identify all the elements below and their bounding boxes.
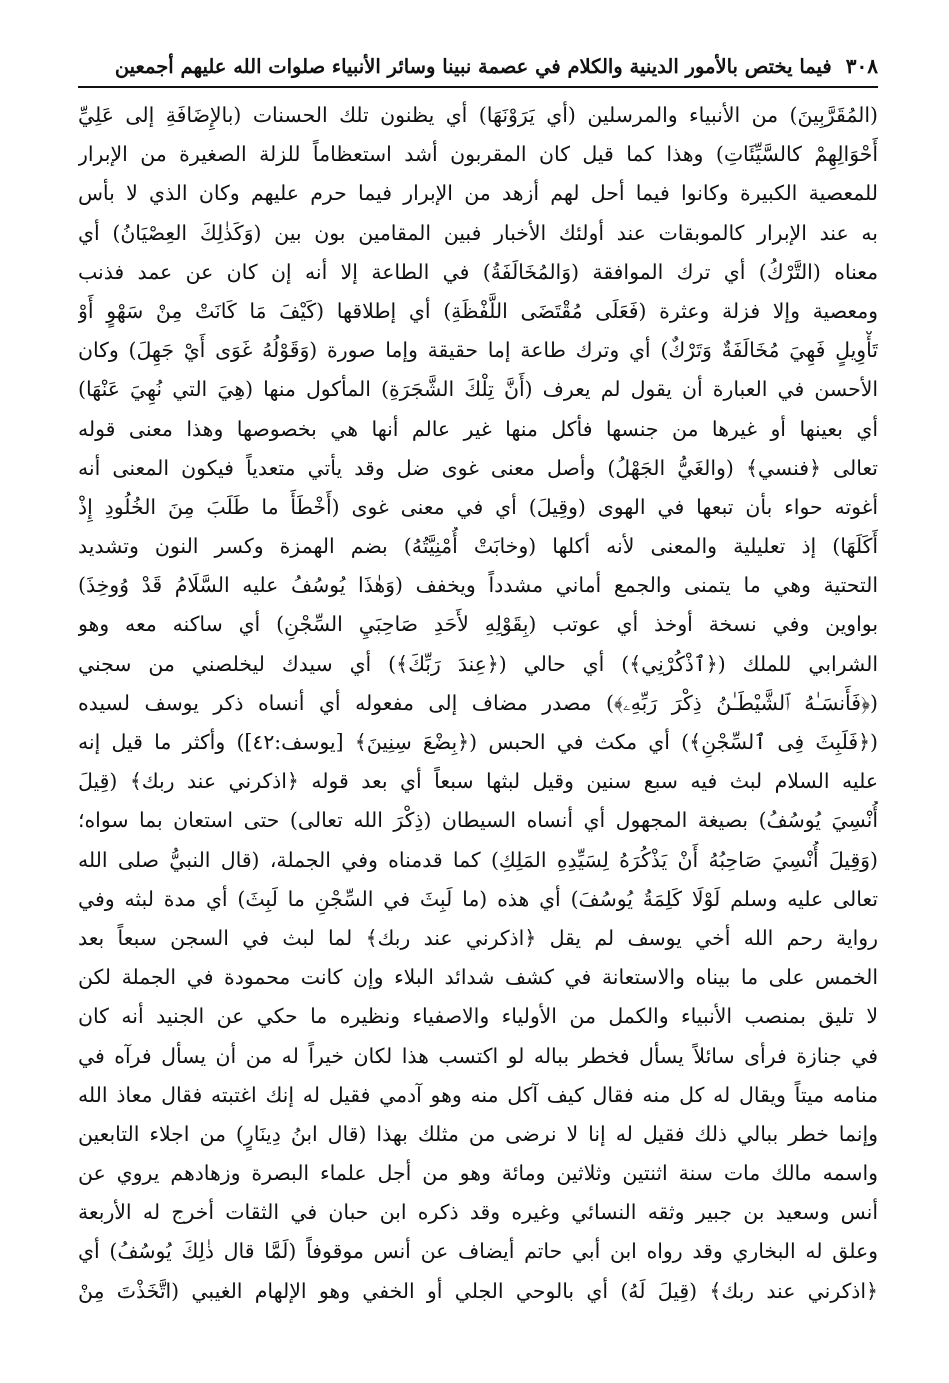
text-line: في جنازة فرأى سائلاً يسأل فخطر بباله لو اكتسب هذا لكان خيراً له من أن يسأل فرآه في bbox=[78, 1043, 878, 1068]
text-line: أَكَلَهَا) إذ تعليلية والمعنى لأنه أكلها (وخابَتْ أُمْنِيَّتُهُ) بضم الهمزة وكسر النون وتشديد bbox=[78, 534, 878, 559]
text-line: منامه ميتاً ويقال له كل منه فقال كيف آكل منه وهو آدمي فقيل له إنك اغتبته فقال معاذ الله bbox=[78, 1082, 878, 1107]
text-line: عليه السلام لبث فيه سبع سنين وقيل لبثها سبعاً أي بعد قوله ﴿اذكرني عند ربك﴾ (قِيلَ bbox=[78, 769, 878, 794]
text-line: تعالى ﴿فنسي﴾ (والغَيُّ الجَهْلُ) وأصل معنى غوى ضل وقد يأتي متعدياً فيكون المعنى أنه bbox=[78, 455, 878, 480]
text-line: أُنْسِيَ يُوسُفُ) بصيغة المجهول أي أنساه السيطان (ذِكْرَ الله تعالى) حتى استعان بما سواه؛ bbox=[78, 808, 878, 833]
header-divider bbox=[78, 86, 878, 88]
text-line: ومعصية وإلا فزلة وعثرة (فَعَلَى مُقْتَضَى اللَّفْظَةِ) أي إطلاقها (كَيْفَ مَا كَانَتْ مِنْ سَهْوٍ أَوْ bbox=[78, 298, 878, 323]
page-number: ٣٠٨ bbox=[845, 54, 878, 78]
text-line: رواية رحم الله أخي يوسف لم يقل ﴿اذكرني عند ربك﴾ لما لبث في السجن سبعاً بعد bbox=[78, 925, 878, 950]
running-header bbox=[78, 50, 878, 84]
text-line: (﴿فَأَنسَـٰهُ ٱلشَّيْطَـٰنُ ذِكْرَ رَبِّهِۦ﴾) مصدر مضاف إلى مفعوله أي أنساه ذكر يوسف لسيده bbox=[78, 690, 878, 715]
text-line: أنس وسعيد بن جبير وثقه النسائي وغيره وقد ذكره ابن حبان في الثقات أخرج له الأربعة bbox=[78, 1200, 878, 1225]
text-line: أَحْوَالِهِمْ كالسَّيِّئَاتِ) وهذا كما قيل كان المقربون أشد استعظاماً للزلة الصغيرة من الإبرار bbox=[78, 142, 878, 167]
body-text bbox=[78, 96, 878, 1311]
text-line: الشرابي للملك (﴿ٱذْكُرْنِي﴾) أي حالي (﴿عِندَ رَبِّكَ﴾) أي سيدك ليخلصني من سجني bbox=[78, 651, 878, 676]
text-line: (وَقِيلَ أُنْسِيَ صَاحِبُهُ أَنْ يَذْكُرَهُ لِسَيِّدِهِ المَلِكِ) كما قدمناه وفي الجملة، (قال النبيُّ صلى الله bbox=[78, 847, 878, 872]
text-line: أي بعينها أو غيرها من جنسها فأكل منها غير عالم أنها هي بخصوصها وهذا معنى قوله bbox=[78, 416, 878, 441]
text-line: واسمه مالك مات سنة اثنتين وثلاثين ومائة وهو من أجل علماء البصرة وزهادهم يروي عن bbox=[78, 1161, 878, 1186]
text-line: التحتية وهي ما يتمنى والجمع أماني مشدداً ويخفف (وَهٰذَا يُوسُفُ عليه السَّلَامُ قَدْ وُوخِذَ) bbox=[78, 573, 878, 598]
text-line: بواوين وفي نسخة أوخذ أي عوتب (بِقَوْلِهِ لأَحَدِ صَاحِبَيِ السِّجْنِ) أي ساكنه معه وهو bbox=[78, 612, 878, 637]
text-line: لا تليق بمنصب الأنبياء والكمل من الأولياء والاصفياء ونظيره ما حكي عن الجنيد أنه كان bbox=[78, 1004, 878, 1029]
text-line: تعالى عليه وسلم لَوْلَا كَلِمَةُ يُوسُفَ) أي هذه (ما لَبِثَ في السِّجْنِ ما لَبِثَ) أي مدة لبثه وفي bbox=[78, 886, 878, 911]
text-line: الخمس على ما بيناه والاستعانة في كشف شدائد البلاء وإن كانت محمودة في الجملة لكن bbox=[78, 965, 878, 990]
text-line: وعلق له البخاري وقد رواه ابن أبي حاتم أيضاف عن أنس موقوفاً (لَمَّا قال ذٰلِكَ يُوسُفُ) أي bbox=[78, 1239, 878, 1264]
text-line: للمعصية الكبيرة وكانوا فيما أحل لهم أزهد من الإبرار فيما حرم عليهم وكان الذي لا بأس bbox=[78, 181, 878, 206]
text-line: (﴿فَلَبِثَ فِى ٱلسِّجْنِ﴾) أي مكث في الحبس (﴿بِضْعَ سِنِينَ﴾ [يوسف:٤٢]) وأكثر ما قيل إنه bbox=[78, 730, 878, 754]
text-line: ﴿اذكرني عند ربك﴾ (قِيلَ لَهُ) أي بالوحي الجلي أو الخفي وهو الإلهام الغيبي (اتَّخَذْتَ مِنْ bbox=[78, 1278, 878, 1303]
header-title: فيما يختص بالأمور الدينية والكلام في عصمة نبينا وسائر الأنبياء صلوات الله عليهم أجمعين bbox=[114, 55, 832, 78]
text-line: معناه (التَّرْكُ) أي ترك الموافقة (وَالمُخَالَفَةُ) في الطاعة إلا أنه إن كان عن عمد فذنب bbox=[78, 259, 878, 284]
text-line: (المُقَرَّبِينَ) من الأنبياء والمرسلين (أي يَرَوْنَهَا) أي يظنون تلك الحسنات (بالإِضَافَةِ إلى عَلِيِّ bbox=[78, 103, 878, 127]
book-page bbox=[78, 50, 878, 1350]
text-line: أغوته حواء بأن تبعها في الهوى (وقِيلَ) أي في معنى غوى (أَخْطَأَ ما طَلَبَ مِنَ الخُلُودِ إِذْ bbox=[78, 494, 878, 519]
text-line: تَأْوِيلٍ فَهِيَ مُخَالَفَةٌ وَتَرْكٌ) أي وترك طاعة إما حقيقة وإما صورة (وَقَوْلُهُ غَوَى أَيْ جَهِلَ) وكان bbox=[78, 338, 878, 363]
text-line: وإنما خطر ببالي ذلك فقيل له إنا لا نرضى من مثلك بهذا (قال ابنُ دِينَارٍ) من اجلاء التابعين bbox=[78, 1121, 878, 1146]
text-line: الأحسن في العبارة أن يقول لم يعرف (أَنَّ تِلْكَ الشَّجَرَةِ) المأكول منها (هِيَ التي نُهِيَ عَنْهَا) bbox=[78, 377, 878, 402]
text-line: به عند الإبرار كالموبقات عند أولئك الأخبار فبين المقامين بون بين (وَكَذٰلِكَ العِصْيَانُ) أي bbox=[78, 220, 878, 245]
